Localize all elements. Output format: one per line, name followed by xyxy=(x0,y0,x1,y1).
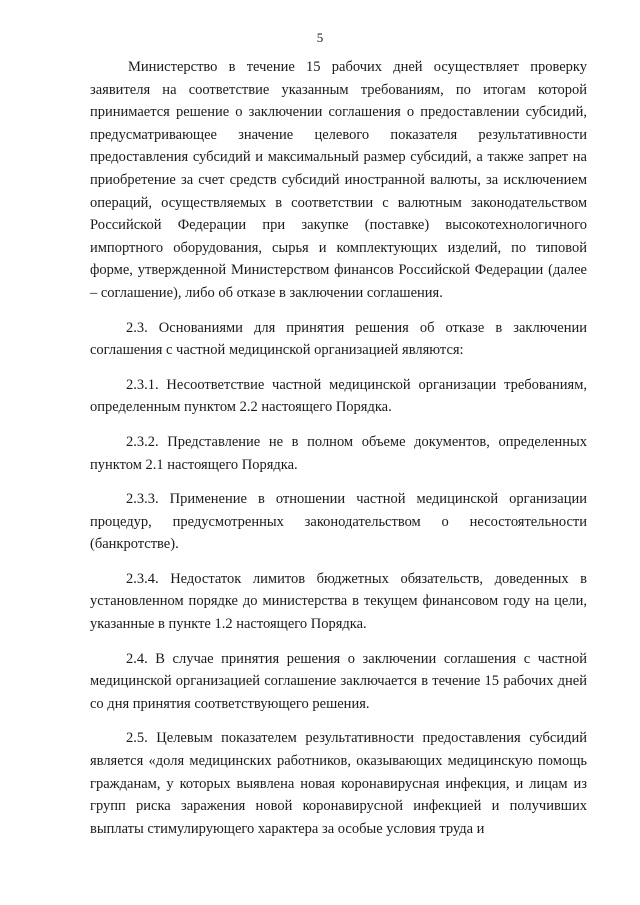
document-body xyxy=(90,56,587,852)
paragraph-2-3-2: 2.3.2. Представление не в полном объеме документов, определенных пунктом 2.1 настоящего Порядка. xyxy=(90,433,587,473)
paragraph-2-3-1: 2.3.1. Несоответствие частной медицинской организации требованиям, определенным пунктом 2.2 настоящего Порядка. xyxy=(90,376,587,416)
paragraph-2-3-3: 2.3.3. Применение в отношении частной медицинской организации процедур, предусмотренных законодательством о несостоятельности (банкротстве). xyxy=(90,491,587,553)
paragraph-2-4: 2.4. В случае принятия решения о заключении соглашения с частной медицинской организацией соглашение заключается в течение 15 рабочих дней со дня принятия соответствующего решения. xyxy=(90,650,587,712)
paragraph-2-3: 2.3. Основаниями для принятия решения об отказе в заключении соглашения с частной медицинской организацией являются: xyxy=(90,319,587,359)
paragraph-2-5: 2.5. Целевым показателем результативности предоставления субсидий является «доля медицинских работников, оказывающих медицинскую помощь гражданам, у которых выявлена новая коронавирусная инфекция, и лицам из групп риска заражения новой коронавирусной инфекцией и получивших выплаты стимулирующего характера за особые условия труда и xyxy=(90,730,587,837)
page-number: 5 xyxy=(316,30,324,45)
paragraph-ministry-check: Министерство в течение 15 рабочих дней осуществляет проверку заявителя на соответствие указанным требованиям, по итогам которой принимается решение о заключении соглашения о предоставлении субсидий, предусматривающее значение целевого показателя результативности предоставления субсидий и максимальный размер субсидий, а также запрет на приобретение за счет средств субсидий иностранной валюты, за исключением операций, осуществляемых в соответствии с валютным законодательством Российской Федерации при закупке (поставке) высокотехнологичного импортного оборудования, сырья и комплектующих изделий, по типовой форме, утвержденной Министерством финансов Российской Федерации (далее – соглашение), либо об отказе в заключении соглашения. xyxy=(90,59,587,301)
paragraph-2-3-4: 2.3.4. Недостаток лимитов бюджетных обязательств, доведенных в установленном порядке до министерства в текущем финансовом году на цели, указанные в пункте 1.2 настоящего Порядка. xyxy=(90,570,587,633)
